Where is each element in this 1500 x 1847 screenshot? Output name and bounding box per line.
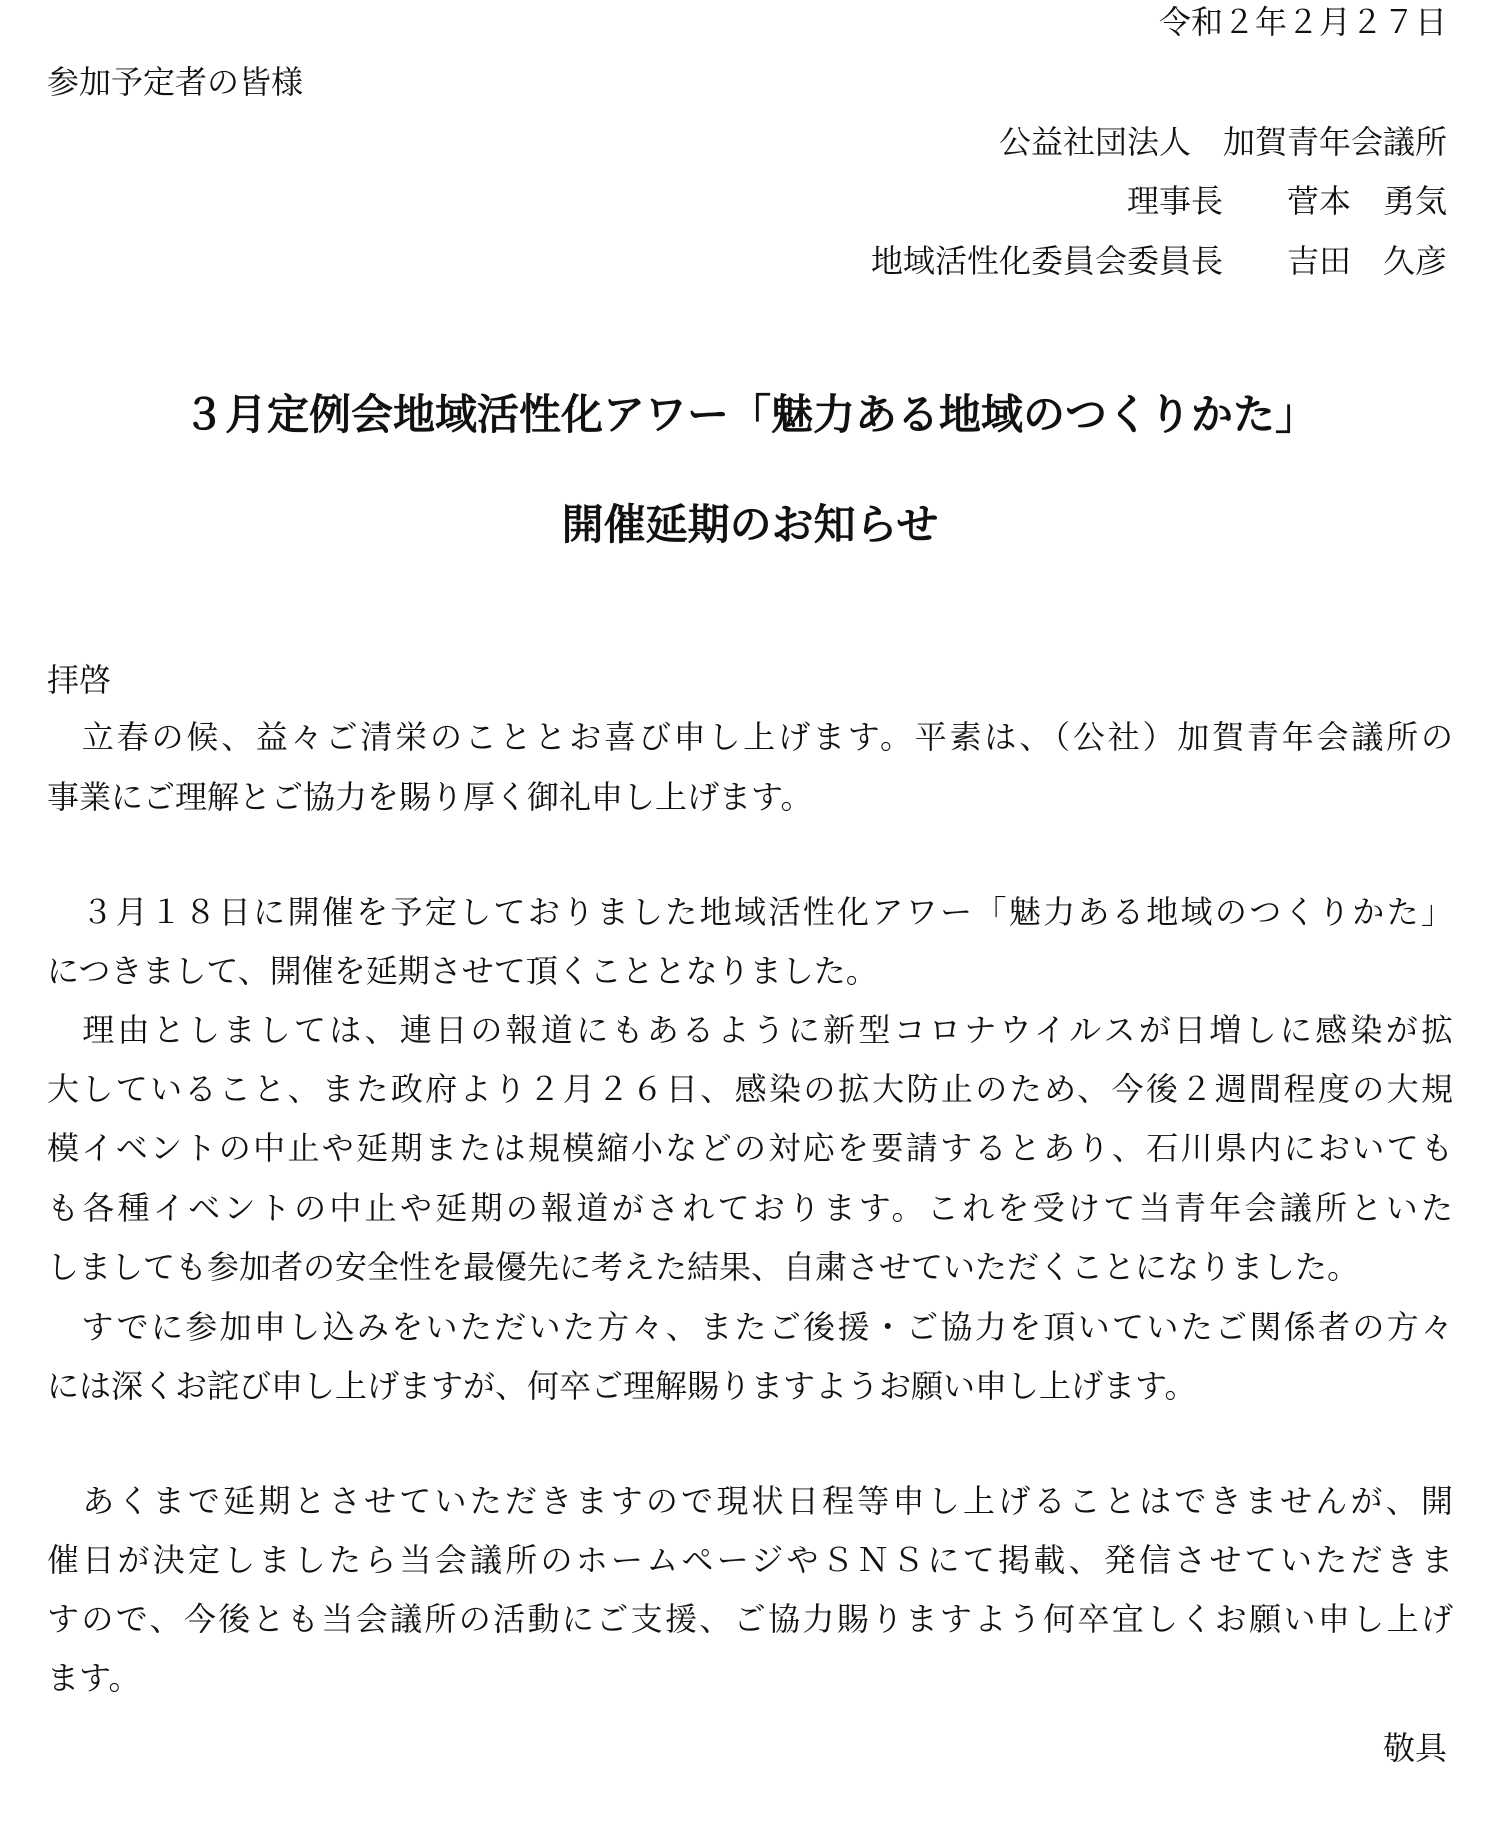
paragraph-line: ３月１８日に開催を予定しておりました地域活性化アワー「魅力ある地域のつくりかた」 [47,893,1453,931]
sender-chair: 理事長 菅本 勇気 [1126,182,1447,220]
closing-word: 敬具 [1382,1729,1447,1767]
paragraph-line: につきまして、開催を延期させて頂くこととなりました。 [47,952,878,990]
paragraph-line: すので、今後とも当会議所の活動にご支援、ご協力賜りますよう何卒宜しくお願い申し上げ [47,1600,1453,1638]
paragraph-line: すでに参加申し込みをいただいた方々、またご後援・ご協力を頂いていたご関係者の方々 [47,1308,1453,1346]
paragraph-line: 催日が決定しましたら当会議所のホームページやＳＮＳにて掲載、発信させていただきま [47,1541,1453,1579]
sender-organization: 公益社団法人 加賀青年会議所 [998,123,1447,161]
opening-greeting: 拝啓 [47,661,112,699]
sender-committee-chair: 地域活性化委員会委員長 吉田 久彦 [870,242,1447,280]
paragraph-line: 立春の候、益々ご清栄のこととお喜び申し上げます。平素は、（公社）加賀青年会議所の [47,718,1453,756]
paragraph-line: も各種イベントの中止や延期の報道がされております。これを受けて当青年会議所といた [47,1189,1453,1227]
paragraph-line: しましても参加者の安全性を最優先に考えた結果、自粛させていただくことになりました。 [47,1248,1360,1286]
paragraph-line: 事業にご理解とご協力を賜り厚く御礼申し上げます。 [47,778,813,816]
title-sub: 開催延期のお知らせ [561,500,939,549]
paragraph-line: あくまで延期とさせていただきますので現状日程等申し上げることはできませんが、開 [47,1482,1453,1520]
recipient-line: 参加予定者の皆様 [47,63,304,101]
title-main: ３月定例会地域活性化アワー「魅力ある地域のつくりかた」 [182,390,1317,439]
document-date: 令和２年２月２７日 [1158,3,1447,41]
paragraph-line: 模イベントの中止や延期または規模縮小などの対応を要請するとあり、石川県内においても [47,1129,1453,1167]
paragraph-line: 理由としましては、連日の報道にもあるように新型コロナウイルスが日増しに感染が拡 [47,1011,1453,1049]
paragraph-line: には深くお詫び申し上げますが、何卒ご理解賜りますようお願い申し上げます。 [47,1367,1197,1405]
paragraph-line: ます。 [47,1659,141,1697]
paragraph-line: 大していること、また政府より２月２６日、感染の拡大防止のため、今後２週間程度の大規 [47,1070,1453,1108]
